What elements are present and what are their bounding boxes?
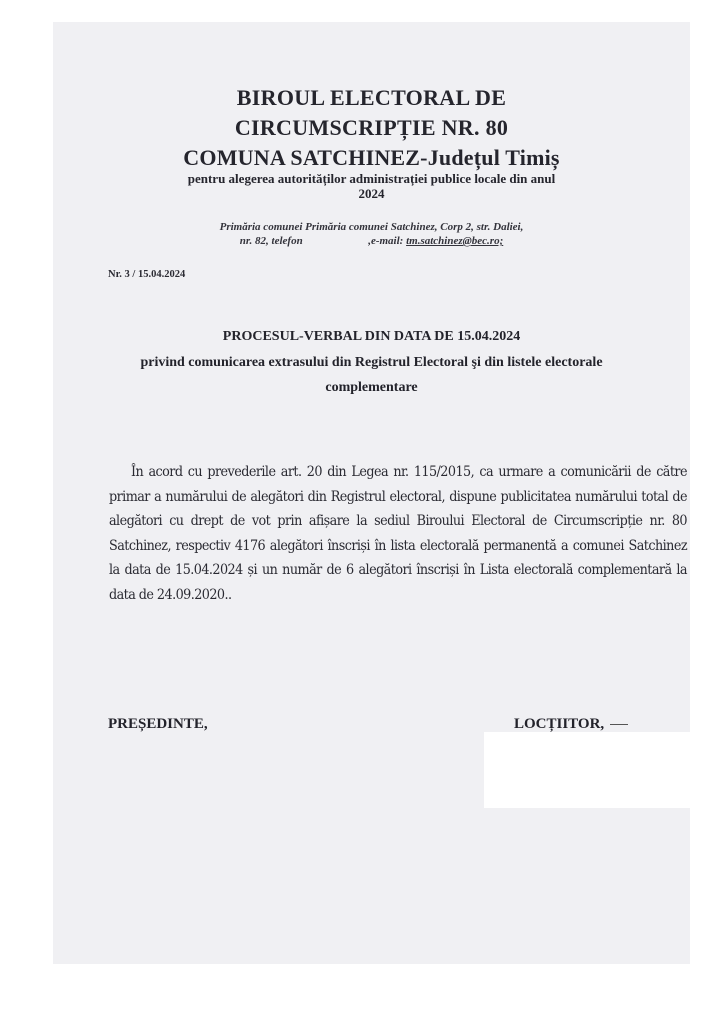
header-line-3: COMUNA SATCHINEZ-Județul Timiș [183, 145, 560, 170]
redacted-signature-area [484, 732, 690, 808]
header-line-4: pentru alegerea autorităților administrației publice locale din anul [187, 171, 556, 186]
header-line-5: 2024 [358, 186, 385, 201]
signature-president-label: PREȘEDINTE, [108, 716, 208, 732]
header-line-2: CIRCUMSCRIPȚIE NR. 80 [234, 115, 509, 140]
document-number: Nr. 3 / 15.04.2024 [108, 269, 186, 280]
signature-deputy [514, 716, 628, 733]
document-title-line-3: complementare [325, 380, 418, 395]
document-page [53, 22, 690, 964]
contact-address-phone: nr. 82, telefon [239, 235, 303, 247]
signature-deputy-label: LOCȚIITOR, [514, 716, 605, 732]
contact-email-label: ,e-mail: [368, 235, 404, 247]
body-paragraph [109, 460, 687, 607]
contact-line-2 [53, 234, 690, 248]
document-title-line-1: PROCESUL-VERBAL DIN DATA DE 15.04.2024 [222, 329, 521, 344]
contact-email-link[interactable]: tm.satchinez@bec.ro; [406, 235, 504, 247]
document-title-line-2: privind comunicarea extrasului din Registrul Electoral şi din listele electorale [140, 355, 603, 370]
header-line-1: BIROUL ELECTORAL DE [236, 85, 507, 110]
signature-line [610, 724, 628, 725]
contact-line-1: Primăria comunei Primăria comunei Satchinez, Corp 2, str. Daliei, [219, 221, 524, 233]
body-paragraph-text: În acord cu prevederile art. 20 din Legea nr. 115/2015, ca urmare a comunicării de către primar a numărului de alegători din Registrul electoral, dispune publicitatea numărului total de alegători cu drept de vot prin afișare la sediul Biroului Electoral de Circumscripție nr. 80 Satchinez, respectiv 4176 alegători înscriși în lista electorală permanentă a comunei Satchinez la data de 15.04.2024 și un număr de 6 alegători înscriși în Lista electorală complementară la data de 24.09.2020.. [109, 464, 687, 603]
